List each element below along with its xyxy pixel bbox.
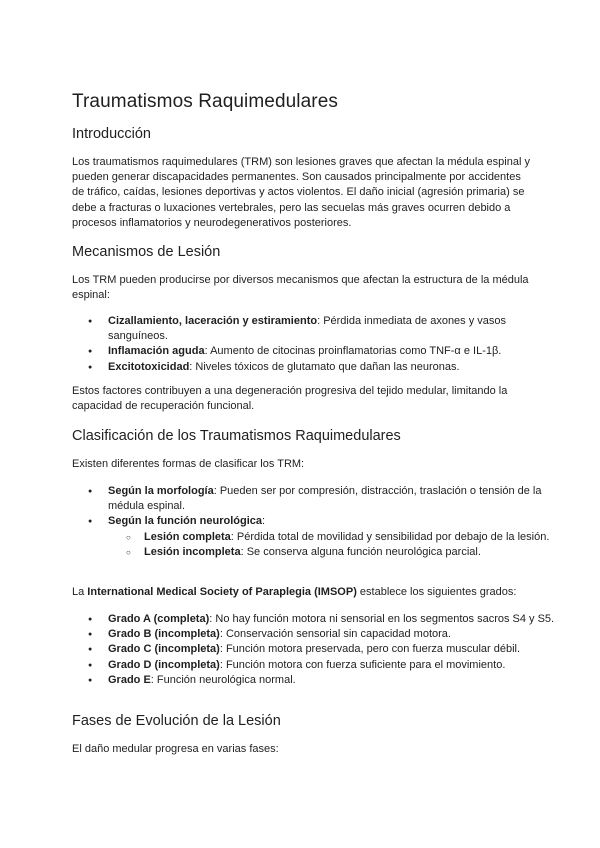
list-clasificacion [72, 484, 568, 560]
imsop-pre: La [72, 586, 88, 598]
list-item-desc: : [262, 515, 266, 528]
sublist-item-term: Lesión completa [144, 530, 231, 543]
list-item-desc: : No hay función motora ni sensorial en los segmentos sacros S4 y S5. [209, 613, 555, 625]
list-item-term: Grado E [108, 673, 151, 686]
list-item-desc: : Función motora con fuerza suficiente para el movimiento. [219, 658, 506, 671]
heading-introduccion: Introducción [72, 126, 151, 142]
list-item [108, 612, 568, 627]
list-item-desc: : Pérdida inmediata de axones y vasos sanguíneos. [108, 315, 507, 343]
list-item [108, 360, 568, 375]
list-item-desc: : Función motora preservada, pero con fuerza muscular débil. [219, 643, 521, 656]
sublist-item-desc: : Se conserva alguna función neurológica parcial. [240, 545, 481, 558]
document-title: Traumatismos Raquimedulares [72, 91, 338, 112]
list-item [108, 673, 568, 688]
list-item-desc: : Aumento de citocinas proinflamatorias como TNF-α e IL-1β. [204, 345, 502, 358]
list-grados [72, 612, 568, 688]
paragraph-mecanismos-outro: Estos factores contribuyen a una degeneración progresiva del tejido medular, limitando la capacidad de recuperación funcional. [72, 385, 508, 413]
sublist-item-desc: : Pérdida total de movilidad y sensibilidad por debajo de la lesión. [230, 530, 550, 543]
imsop-post: establece los siguientes grados: [356, 586, 517, 598]
sublist-item-term: Lesión incompleta [144, 545, 241, 558]
list-item [108, 642, 568, 657]
list-mecanismos [72, 314, 568, 375]
list-item-desc: : Niveles tóxicos de glutamato que dañan las neuronas. [189, 360, 460, 373]
list-item-term: Según la morfología [108, 485, 214, 497]
sublist-item [144, 530, 568, 545]
list-item-term: Inflamación aguda [108, 345, 205, 358]
list-item-term: Grado A (completa) [108, 613, 210, 625]
list-item-desc: : Función neurológica normal. [150, 673, 296, 686]
list-item [108, 484, 568, 514]
list-item [108, 514, 568, 560]
list-item-desc: : Pueden ser por compresión, distracción, traslación o tensión de la médula espinal. [108, 485, 542, 513]
list-item-term: Cizallamiento, laceración y estiramiento [108, 315, 318, 327]
list-item-term: Grado B (incompleta) [108, 628, 220, 641]
list-item-term: Grado D (incompleta) [108, 658, 220, 671]
list-item-desc: : Conservación sensorial sin capacidad motora. [219, 628, 451, 641]
paragraph-mecanismos-intro: Los TRM pueden producirse por diversos mecanismos que afectan la estructura de la médula espinal: [72, 274, 529, 302]
paragraph-fases-intro: El daño medular progresa en varias fases: [72, 743, 279, 755]
sublist-item [144, 545, 568, 560]
list-item [108, 658, 568, 673]
paragraph-introduccion: Los traumatismos raquimedulares (TRM) son lesiones graves que afectan la médula espinal y pueden generar discapacidades permanentes. Son causados principalmente por accidentes de tráfico, caídas, lesiones deportivas y actos violentos. El daño inicial (agresión primaria) se debe a fracturas o luxaciones vertebrales, pero las secuelas más graves ocurren debido a procesos inflamatorios y neurodegenerativos posteriores. [72, 156, 530, 229]
heading-fases: Fases de Evolución de la Lesión [72, 713, 281, 729]
list-item-term: Según la función neurológica [108, 515, 263, 528]
list-item-term: Grado C (incompleta) [108, 643, 220, 656]
imsop-term: International Medical Society of Paraplegia (IMSOP) [87, 586, 357, 598]
paragraph-imsop [72, 585, 532, 600]
list-item-term: Excitotoxicidad [108, 360, 190, 373]
heading-clasificacion: Clasificación de los Traumatismos Raquimedulares [72, 428, 401, 444]
list-item [108, 344, 568, 359]
paragraph-clasificacion-intro: Existen diferentes formas de clasificar los TRM: [72, 458, 305, 470]
sublist-funcion-neurologica [108, 530, 568, 560]
list-item [108, 314, 568, 344]
heading-mecanismos: Mecanismos de Lesión [72, 244, 221, 260]
list-item [108, 627, 568, 642]
